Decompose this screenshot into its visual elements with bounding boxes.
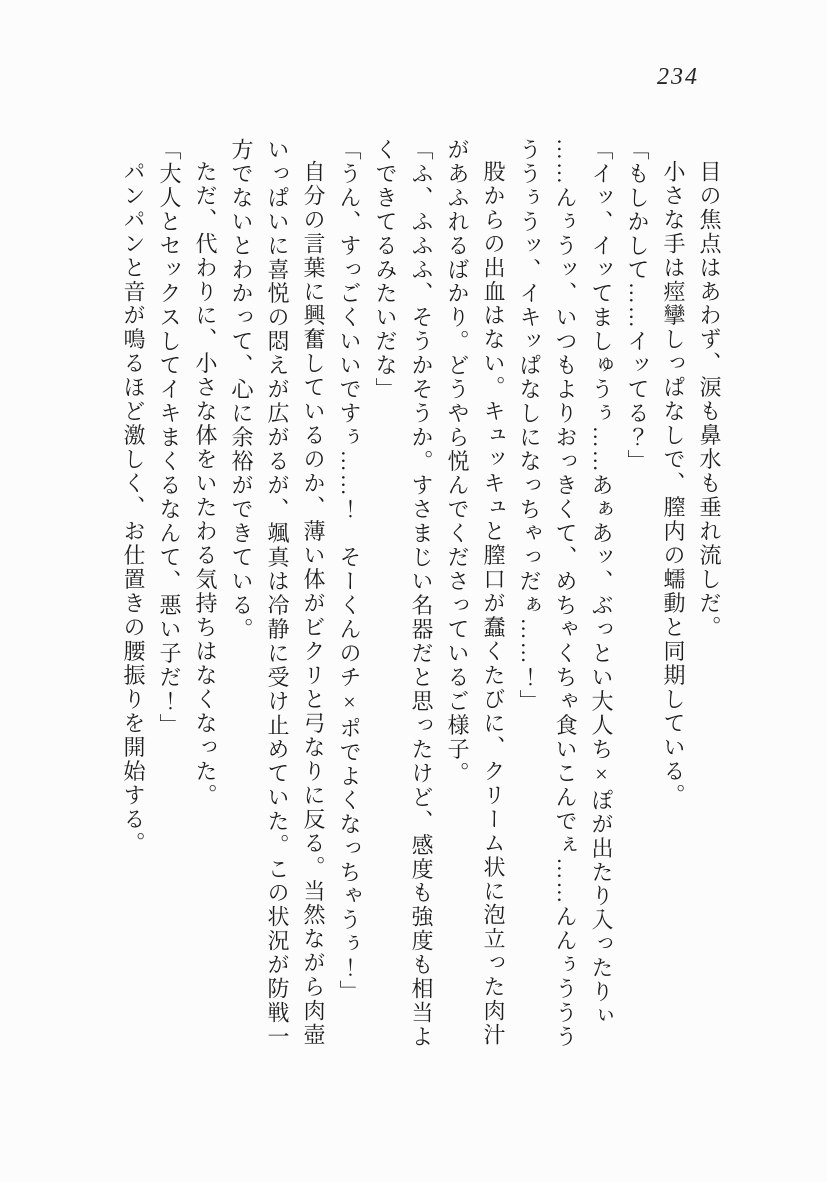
text-line: 「もしかして……イッてる？」 <box>625 138 650 474</box>
text-line: ……んぅうッ、いつもよりおっきくて、めちゃくちゃ食いこんでぇ……んんぅううう <box>553 138 578 1050</box>
text-line: 「うん、すっごくいいですぅ……！ そーくんのチ×ポでよくなっちゃうぅ！」 <box>337 138 362 1005</box>
text-line: いっぱいに喜悦の悶えが広がるが、颯真は冷静に受け止めていた。この状況が防戦一 <box>265 138 290 1050</box>
text-line: 股からの出血はない。キュッキュと膣口が蠢くたびに、クリーム状に泡立った肉汁 <box>481 160 506 1048</box>
text-line: があふれるばかり。どうやら悦んでくださっているご様子。 <box>445 138 470 786</box>
text-line: 「イッ、イッてましゅうぅ……あぁあッ、ぶっとい大人ち×ぽが出たり入ったりぃ <box>589 138 614 1029</box>
text-line: 「大人とセックスしてイキまくるなんて、悪い子だ！」 <box>157 138 182 738</box>
text-line: 方でないとわかって、心に余裕ができている。 <box>229 138 254 642</box>
text-line: 小さな手は痙攣しっぱなしで、膣内の蠕動と同期している。 <box>661 160 686 808</box>
text-line: ううぅうッ、イキッぱなしになっちゃっだぁ……！」 <box>517 138 542 714</box>
text-column-block <box>107 138 727 1056</box>
text-line: パンパンと音が鳴るほど激しく、お仕置きの腰振りを開始する。 <box>121 160 146 856</box>
page-number: 234 <box>657 64 699 90</box>
text-line: くできてるみたいだな」 <box>373 138 398 402</box>
text-line: ただ、代わりに、小さな体をいたわる気持ちはなくなった。 <box>193 160 218 808</box>
text-line: 「ふ、ふふふ、そうかそうか。すさまじい名器だと思ったけど、感度も強度も相当よ <box>409 138 434 1050</box>
text-line: 自分の言葉に興奮しているのか、薄い体がビクリと弓なりに反る。当然ながら肉壺 <box>301 160 326 1048</box>
text-line: 目の焦点はあわず、涙も鼻水も垂れ流しだ。 <box>697 160 722 640</box>
